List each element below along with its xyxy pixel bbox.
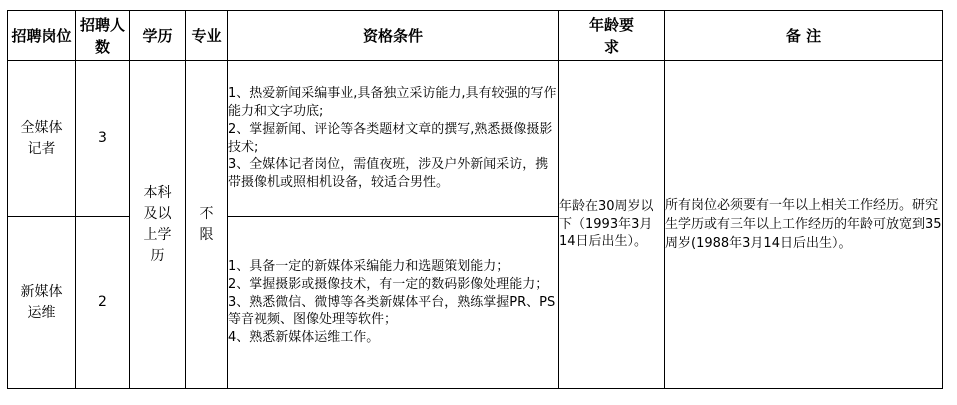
- education-cell: 本科及以上学历: [130, 61, 186, 389]
- position-cell: 全媒体记者: [8, 61, 76, 217]
- qualification-item: 1、热爱新闻采编事业,具备独立采访能力,具有较强的写作能力和文字功底;: [228, 86, 557, 119]
- header-education: 学历: [130, 11, 186, 61]
- header-row: [8, 11, 943, 61]
- qualification-item: 1、具备一定的新媒体采编能力和选题策划能力；: [228, 259, 510, 274]
- header-qualification: 资格条件: [228, 11, 559, 61]
- header-age: 年龄要求: [559, 11, 665, 61]
- qualification-item: 3、熟悉微信、微博等各类新媒体平台，熟练掌握PR、PS等音视频、图像处理等软件；: [228, 294, 556, 328]
- qualification-item: 2、掌握新闻、评论等各类题材文章的撰写,熟悉摄像摄影技术;: [228, 121, 553, 155]
- count-cell: 2: [76, 217, 130, 389]
- header-major: 专业: [186, 11, 228, 61]
- position-cell: 新媒体运维: [8, 217, 76, 389]
- qualification-cell: [228, 217, 559, 389]
- header-position: 招聘岗位: [8, 11, 76, 61]
- age-cell: 年龄在30周岁以下（1993年3月14日后出生）。: [559, 61, 665, 389]
- header-count: 招聘人数: [76, 11, 130, 61]
- count-cell: 3: [76, 61, 130, 217]
- qualification-item: 4、熟悉新媒体运维工作。: [228, 330, 380, 346]
- qualification-item: 2、掌握摄影或摄像技术，有一定的数码影像处理能力；: [228, 276, 549, 292]
- header-remarks: 备 注: [665, 11, 943, 61]
- qualification-cell: [228, 61, 559, 217]
- qualification-item: 3、全媒体记者岗位，需值夜班，涉及户外新闻采访，携带摄像机或照相机设备，较适合男性。: [228, 157, 549, 191]
- table-row: [8, 61, 943, 217]
- major-cell: 不限: [186, 61, 228, 389]
- recruitment-table: [7, 10, 943, 389]
- remarks-cell: 所有岗位必须要有一年以上相关工作经历。研究生学历或有三年以上工作经历的年龄可放宽到35周岁(1988年3月14日后出生）。: [665, 61, 943, 389]
